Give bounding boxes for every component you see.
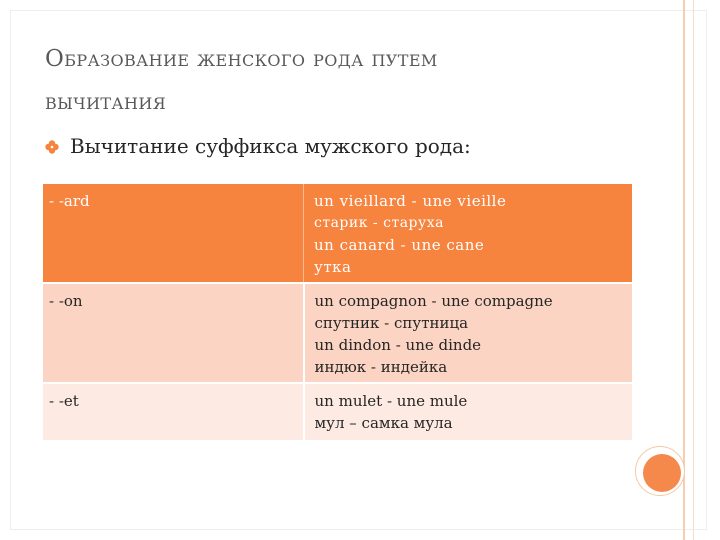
suffix-cell: - -et <box>43 383 304 440</box>
example-line: un mulet - une mule <box>314 392 468 410</box>
decorative-circle <box>643 454 681 492</box>
examples-cell <box>304 184 633 283</box>
example-line: un dindon - une dinde <box>314 336 482 354</box>
example-line: un compagnon - une compagne <box>314 292 553 310</box>
suffix-cell: - -on <box>43 283 304 383</box>
translation-line: утка <box>314 258 352 276</box>
decorative-rail <box>683 0 685 540</box>
bullet-item <box>45 132 471 160</box>
slide-title-line-1: Образование женского рода путем <box>45 46 438 72</box>
four-petal-bullet-icon <box>45 139 59 153</box>
example-line: un canard - une cane <box>314 236 485 254</box>
table-row <box>43 383 632 440</box>
example-line: un vieillard - une vieille <box>314 192 507 210</box>
table-row <box>43 283 632 383</box>
translation-line: мул – самка мула <box>314 414 453 432</box>
suffix-cell: - -ard <box>43 184 304 283</box>
slide-title-line-2: вычитания <box>45 89 167 115</box>
suffix-table <box>43 184 632 440</box>
translation-line: спутник - спутница <box>314 314 469 332</box>
examples-cell <box>304 383 633 440</box>
bullet-text: Вычитание суффикса мужского рода: <box>70 134 471 158</box>
decorative-rail-thin <box>693 0 694 540</box>
translation-line: старик - старуха <box>314 215 444 231</box>
translation-line: индюк - индейка <box>314 358 448 376</box>
table-row <box>43 184 632 283</box>
slide-title <box>45 38 645 124</box>
examples-cell <box>304 283 633 383</box>
